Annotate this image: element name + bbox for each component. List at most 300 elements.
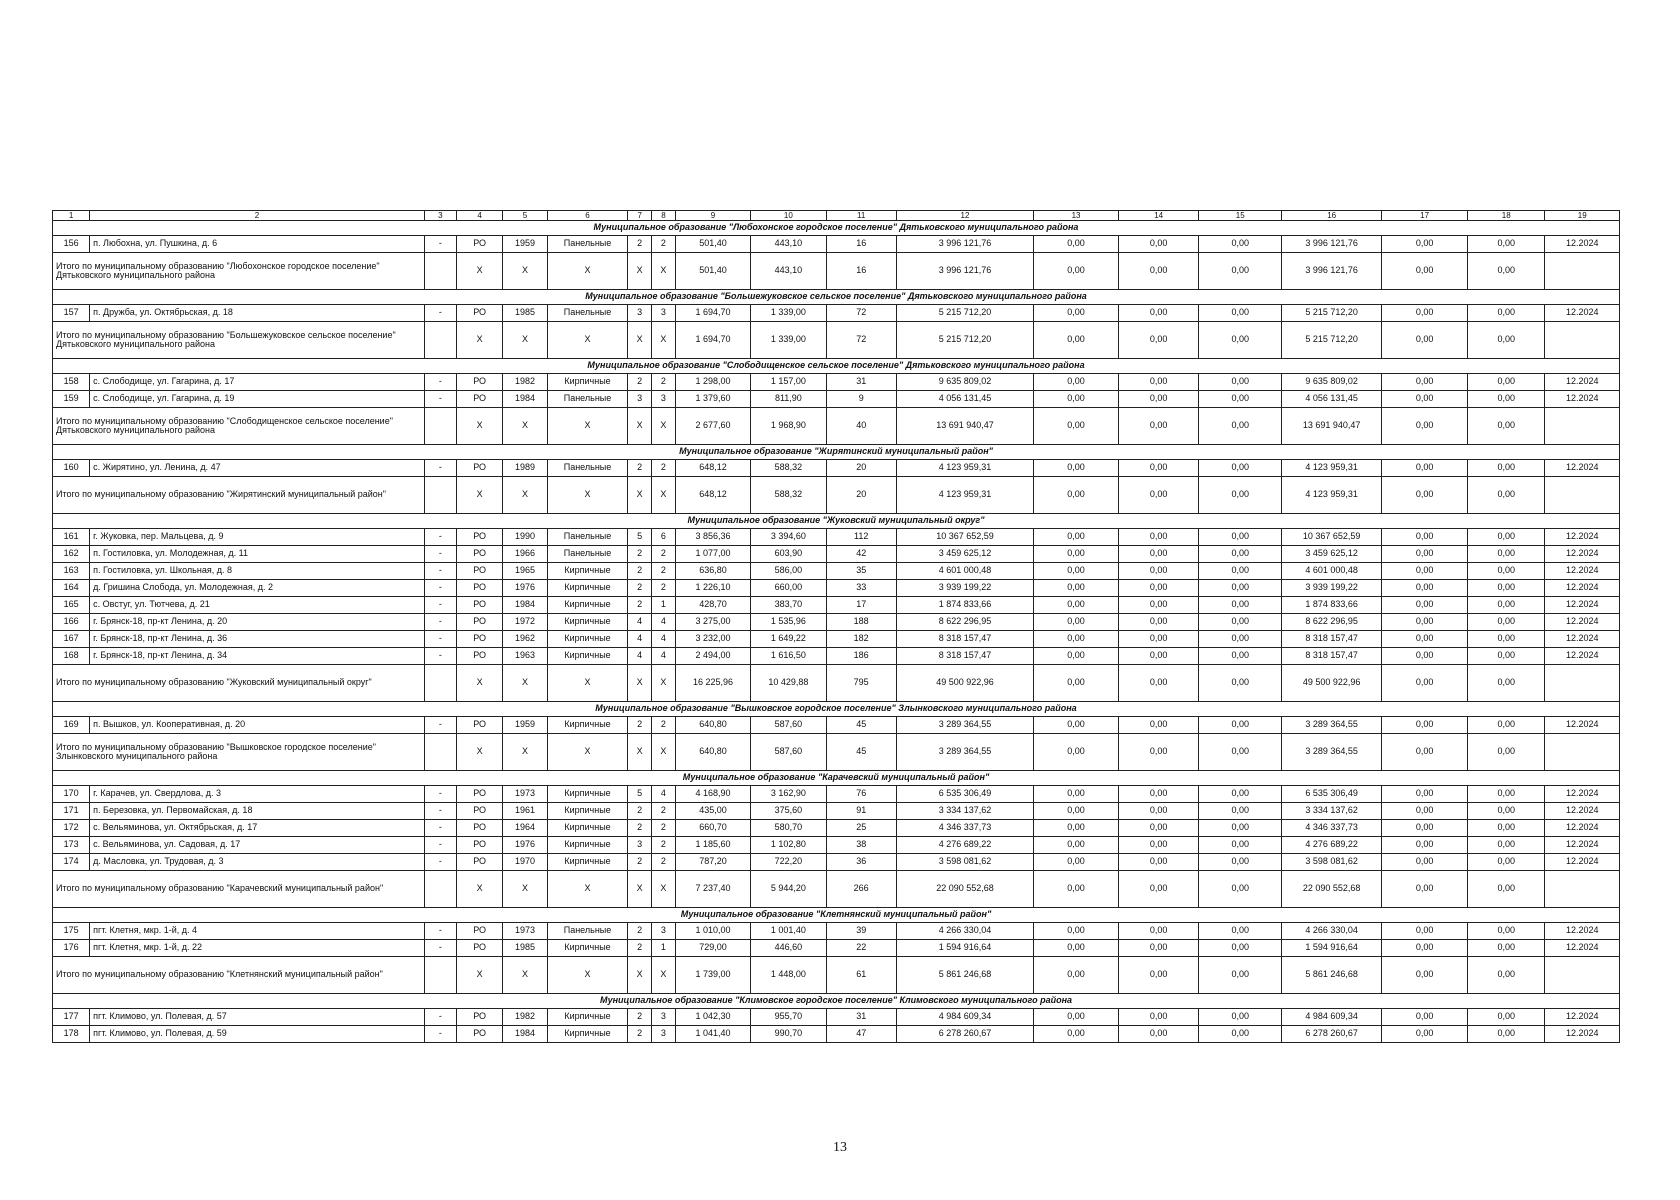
total-cell: 0,00 — [1382, 665, 1468, 702]
table-cell: 12.2024 — [1545, 940, 1620, 957]
table-cell: 12.2024 — [1545, 923, 1620, 940]
table-cell: 1 594 916,64 — [1282, 940, 1382, 957]
table-cell: 3 — [652, 305, 676, 322]
table-cell: 0,00 — [1382, 786, 1468, 803]
table-cell: 1 874 833,66 — [1282, 597, 1382, 614]
table-cell: 4 276 689,22 — [1282, 837, 1382, 854]
column-number: 18 — [1467, 211, 1544, 221]
table-cell: 0,00 — [1467, 648, 1544, 665]
table-cell: 660,70 — [675, 820, 750, 837]
table-cell: 0,00 — [1034, 1026, 1119, 1043]
table-cell: 159 — [53, 391, 90, 408]
table-cell: 4 276 689,22 — [896, 837, 1033, 854]
table-row — [53, 305, 1620, 322]
total-cell: 443,10 — [751, 253, 826, 290]
column-number: 12 — [896, 211, 1033, 221]
total-cell: 0,00 — [1034, 734, 1119, 771]
total-cell: Х — [547, 477, 628, 514]
table-cell: Кирпичные — [547, 854, 628, 871]
table-cell: 2 — [628, 597, 652, 614]
table-cell: 0,00 — [1118, 786, 1199, 803]
table-cell: 0,00 — [1199, 837, 1282, 854]
table-cell: пгт. Клетня, мкр. 1-й, д. 22 — [90, 940, 425, 957]
table-cell: 4 — [628, 614, 652, 631]
total-cell: 0,00 — [1382, 408, 1468, 445]
section-title: Муниципальное образование "Карачевский муниципальный район" — [53, 771, 1620, 786]
table-cell: 42 — [826, 546, 896, 563]
table-cell: 176 — [53, 940, 90, 957]
section-title: Муниципальное образование "Клетнянский муниципальный район" — [53, 908, 1620, 923]
table-row — [53, 580, 1620, 597]
table-cell: 0,00 — [1118, 940, 1199, 957]
section-title: Муниципальное образование "Климовское городское поселение" Климовского муниципального района — [53, 994, 1620, 1009]
total-row — [53, 253, 1620, 290]
total-cell — [1545, 477, 1620, 514]
table-row — [53, 460, 1620, 477]
total-cell: Х — [456, 871, 502, 908]
total-label: Итого по муниципальному образованию "Жуковский муниципальный округ" — [53, 665, 425, 702]
table-cell: 25 — [826, 820, 896, 837]
total-cell: Х — [628, 477, 652, 514]
table-cell: 0,00 — [1034, 460, 1119, 477]
table-cell: 1 649,22 — [751, 631, 826, 648]
column-number: 3 — [424, 211, 456, 221]
table-cell: - — [424, 803, 456, 820]
table-cell: 160 — [53, 460, 90, 477]
table-cell: 0,00 — [1199, 631, 1282, 648]
table-cell: 0,00 — [1382, 597, 1468, 614]
table-cell: 173 — [53, 837, 90, 854]
table-cell: 1 001,40 — [751, 923, 826, 940]
table-cell: 660,00 — [751, 580, 826, 597]
total-cell — [424, 477, 456, 514]
table-cell: 12.2024 — [1545, 786, 1620, 803]
table-cell: 1973 — [503, 923, 547, 940]
total-cell — [424, 322, 456, 359]
total-cell: 5 215 712,20 — [1282, 322, 1382, 359]
table-cell: 955,70 — [751, 1009, 826, 1026]
table-cell: 186 — [826, 648, 896, 665]
total-cell: 3 996 121,76 — [1282, 253, 1382, 290]
page-number: 13 — [833, 1140, 847, 1155]
table-cell: - — [424, 837, 456, 854]
table-cell: 0,00 — [1467, 236, 1544, 253]
table-cell: 12.2024 — [1545, 580, 1620, 597]
table-cell: 12.2024 — [1545, 837, 1620, 854]
table-cell: 0,00 — [1199, 374, 1282, 391]
column-number: 6 — [547, 211, 628, 221]
table-cell: 12.2024 — [1545, 391, 1620, 408]
table-cell: - — [424, 923, 456, 940]
table-cell: 39 — [826, 923, 896, 940]
table-cell: 0,00 — [1118, 854, 1199, 871]
table-cell: - — [424, 614, 456, 631]
table-cell: 2 — [652, 717, 676, 734]
table-cell: 0,00 — [1382, 546, 1468, 563]
total-cell: 22 090 552,68 — [896, 871, 1033, 908]
total-row — [53, 957, 1620, 994]
table-cell: - — [424, 648, 456, 665]
table-cell: 20 — [826, 460, 896, 477]
table-row — [53, 374, 1620, 391]
table-cell: 188 — [826, 614, 896, 631]
column-number: 10 — [751, 211, 826, 221]
table-row — [53, 940, 1620, 957]
table-cell: 4 — [652, 631, 676, 648]
total-cell: 0,00 — [1382, 957, 1468, 994]
table-cell: 3 — [628, 391, 652, 408]
table-cell: 2 — [628, 563, 652, 580]
table-cell: с. Жирятино, ул. Ленина, д. 47 — [90, 460, 425, 477]
total-cell: 0,00 — [1199, 957, 1282, 994]
table-cell: 163 — [53, 563, 90, 580]
table-cell: 166 — [53, 614, 90, 631]
total-cell: 0,00 — [1118, 734, 1199, 771]
table-cell: 4 056 131,45 — [1282, 391, 1382, 408]
table-cell: РО — [456, 854, 502, 871]
table-cell: 0,00 — [1118, 305, 1199, 322]
table-cell: Панельные — [547, 305, 628, 322]
table-cell: 0,00 — [1199, 597, 1282, 614]
total-cell: 1 694,70 — [675, 322, 750, 359]
table-cell: 4 — [652, 648, 676, 665]
total-cell: 0,00 — [1382, 734, 1468, 771]
total-cell: 0,00 — [1467, 957, 1544, 994]
table-cell: 0,00 — [1467, 820, 1544, 837]
table-cell: 162 — [53, 546, 90, 563]
table-cell: Кирпичные — [547, 563, 628, 580]
total-cell: 0,00 — [1118, 871, 1199, 908]
total-cell — [1545, 408, 1620, 445]
section-title: Муниципальное образование "Большежуковское сельское поселение" Дятьковского муниципального района — [53, 290, 1620, 305]
total-row — [53, 734, 1620, 771]
table-cell: 12.2024 — [1545, 614, 1620, 631]
table-cell: 0,00 — [1382, 1026, 1468, 1043]
table-cell: - — [424, 717, 456, 734]
table-cell: РО — [456, 1026, 502, 1043]
table-cell: 0,00 — [1199, 820, 1282, 837]
table-cell: 0,00 — [1467, 1026, 1544, 1043]
column-number: 9 — [675, 211, 750, 221]
table-cell: 4 984 609,34 — [896, 1009, 1033, 1026]
table-cell: пгт. Клетня, мкр. 1-й, д. 4 — [90, 923, 425, 940]
column-number: 13 — [1034, 211, 1119, 221]
total-label: Итого по муниципальному образованию "Большежуковское сельское поселение" Дятьковского муниципального района — [53, 322, 425, 359]
table-cell: 4 123 959,31 — [896, 460, 1033, 477]
table-row — [53, 717, 1620, 734]
total-cell: Х — [628, 871, 652, 908]
total-cell: 40 — [826, 408, 896, 445]
table-cell: 0,00 — [1034, 1009, 1119, 1026]
table-cell: Кирпичные — [547, 837, 628, 854]
table-cell: Панельные — [547, 236, 628, 253]
table-cell: 3 598 081,62 — [896, 854, 1033, 871]
total-cell — [1545, 665, 1620, 702]
table-cell: 8 622 296,95 — [1282, 614, 1382, 631]
section-title: Муниципальное образование "Жирятинский муниципальный район" — [53, 445, 1620, 460]
table-cell: 6 278 260,67 — [896, 1026, 1033, 1043]
table-cell: 0,00 — [1467, 1009, 1544, 1026]
table-cell: РО — [456, 837, 502, 854]
table-cell: 0,00 — [1034, 837, 1119, 854]
total-cell: 22 090 552,68 — [1282, 871, 1382, 908]
table-cell: 2 — [628, 374, 652, 391]
total-cell: Х — [547, 665, 628, 702]
table-cell: 1 594 916,64 — [896, 940, 1033, 957]
total-cell: 61 — [826, 957, 896, 994]
total-cell: 0,00 — [1118, 253, 1199, 290]
total-cell: Х — [628, 408, 652, 445]
table-cell: - — [424, 374, 456, 391]
total-row — [53, 871, 1620, 908]
total-cell: Х — [628, 253, 652, 290]
table-cell: 0,00 — [1199, 648, 1282, 665]
table-cell: 4 056 131,45 — [896, 391, 1033, 408]
table-cell: 0,00 — [1118, 546, 1199, 563]
table-cell: 0,00 — [1382, 236, 1468, 253]
table-cell: 0,00 — [1467, 631, 1544, 648]
table-cell: РО — [456, 460, 502, 477]
table-cell: 0,00 — [1382, 940, 1468, 957]
table-cell: 2 — [652, 546, 676, 563]
table-cell: РО — [456, 614, 502, 631]
total-cell: 0,00 — [1382, 253, 1468, 290]
table-cell: 169 — [53, 717, 90, 734]
table-cell: Кирпичные — [547, 374, 628, 391]
table-cell: 586,00 — [751, 563, 826, 580]
table-cell: 0,00 — [1199, 546, 1282, 563]
total-cell: 0,00 — [1199, 665, 1282, 702]
total-cell: 0,00 — [1034, 322, 1119, 359]
table-cell: Кирпичные — [547, 820, 628, 837]
table-cell: 8 318 157,47 — [896, 631, 1033, 648]
table-cell: 2 — [652, 236, 676, 253]
column-number: 5 — [503, 211, 547, 221]
table-cell: - — [424, 940, 456, 957]
table-cell: 0,00 — [1382, 305, 1468, 322]
table-cell: 12.2024 — [1545, 305, 1620, 322]
table-cell: 3 289 364,55 — [1282, 717, 1382, 734]
table-cell: 0,00 — [1467, 460, 1544, 477]
total-cell: 13 691 940,47 — [896, 408, 1033, 445]
total-cell: Х — [456, 665, 502, 702]
total-cell: Х — [628, 957, 652, 994]
total-cell — [424, 665, 456, 702]
table-cell: РО — [456, 786, 502, 803]
table-cell: 2 — [652, 854, 676, 871]
table-cell: - — [424, 460, 456, 477]
table-cell: 435,00 — [675, 803, 750, 820]
table-cell: п. Гостиловка, ул. Школьная, д. 8 — [90, 563, 425, 580]
table-cell: 12.2024 — [1545, 597, 1620, 614]
total-cell: Х — [547, 871, 628, 908]
total-cell: 20 — [826, 477, 896, 514]
table-cell: 0,00 — [1382, 391, 1468, 408]
table-cell: 1965 — [503, 563, 547, 580]
total-cell: Х — [456, 322, 502, 359]
table-cell: 10 367 652,59 — [896, 529, 1033, 546]
total-label: Итого по муниципальному образованию "Карачевский муниципальный район" — [53, 871, 425, 908]
table-row — [53, 631, 1620, 648]
table-cell: 0,00 — [1467, 717, 1544, 734]
table-cell: 3 232,00 — [675, 631, 750, 648]
table-cell: 0,00 — [1467, 391, 1544, 408]
section-title-row — [53, 702, 1620, 717]
table-cell: 787,20 — [675, 854, 750, 871]
table-cell: 76 — [826, 786, 896, 803]
total-cell: 0,00 — [1118, 665, 1199, 702]
table-cell: 3 275,00 — [675, 614, 750, 631]
housing-repair-table — [52, 210, 1620, 1043]
table-row — [53, 529, 1620, 546]
table-cell: 3 598 081,62 — [1282, 854, 1382, 871]
table-cell: - — [424, 236, 456, 253]
table-cell: РО — [456, 648, 502, 665]
table-cell: 0,00 — [1118, 374, 1199, 391]
table-cell: 0,00 — [1118, 529, 1199, 546]
table-cell: Кирпичные — [547, 786, 628, 803]
table-cell: г. Жуковка, пер. Мальцева, д. 9 — [90, 529, 425, 546]
total-cell: Х — [547, 957, 628, 994]
total-cell: Х — [456, 734, 502, 771]
table-cell: - — [424, 1009, 456, 1026]
total-cell: Х — [547, 253, 628, 290]
table-cell: 1 010,00 — [675, 923, 750, 940]
column-number: 1 — [53, 211, 90, 221]
table-cell: Панельные — [547, 460, 628, 477]
total-cell — [424, 871, 456, 908]
total-label: Итого по муниципальному образованию "Любохонское городское поселение" Дятьковского муниципального района — [53, 253, 425, 290]
table-cell: 2 — [628, 236, 652, 253]
table-cell: 4 346 337,73 — [896, 820, 1033, 837]
table-cell: с. Слободище, ул. Гагарина, д. 19 — [90, 391, 425, 408]
table-cell: 1985 — [503, 305, 547, 322]
table-cell: 0,00 — [1467, 546, 1544, 563]
table-cell: 1964 — [503, 820, 547, 837]
table-cell: 1 226,10 — [675, 580, 750, 597]
table-cell: г. Брянск-18, пр-кт Ленина, д. 36 — [90, 631, 425, 648]
total-cell: Х — [652, 734, 676, 771]
total-cell: 0,00 — [1467, 322, 1544, 359]
column-number: 8 — [652, 211, 676, 221]
total-cell: 0,00 — [1199, 871, 1282, 908]
total-cell: Х — [503, 253, 547, 290]
table-cell: - — [424, 563, 456, 580]
table-cell: 12.2024 — [1545, 563, 1620, 580]
table-cell: 1 694,70 — [675, 305, 750, 322]
total-cell: 4 123 959,31 — [1282, 477, 1382, 514]
table-cell: 0,00 — [1118, 563, 1199, 580]
table-cell: п. Дружба, ул. Октябрьская, д. 18 — [90, 305, 425, 322]
section-title-row — [53, 445, 1620, 460]
table-cell: РО — [456, 546, 502, 563]
table-cell: 2 — [652, 820, 676, 837]
table-cell: 0,00 — [1118, 236, 1199, 253]
table-cell: 0,00 — [1382, 529, 1468, 546]
table-cell: РО — [456, 563, 502, 580]
table-cell: 165 — [53, 597, 90, 614]
table-cell: 4 346 337,73 — [1282, 820, 1382, 837]
table-cell: Кирпичные — [547, 597, 628, 614]
column-number: 16 — [1282, 211, 1382, 221]
table-row — [53, 837, 1620, 854]
table-cell: Панельные — [547, 923, 628, 940]
total-cell: 0,00 — [1034, 408, 1119, 445]
column-number: 7 — [628, 211, 652, 221]
table-cell: 3 996 121,76 — [896, 236, 1033, 253]
total-cell: 3 996 121,76 — [896, 253, 1033, 290]
table-cell: 2 — [652, 460, 676, 477]
column-number: 17 — [1382, 211, 1468, 221]
table-cell: 0,00 — [1199, 614, 1282, 631]
table-cell: 4 — [652, 614, 676, 631]
table-cell: 2 — [652, 803, 676, 820]
table-cell: 91 — [826, 803, 896, 820]
total-cell: 0,00 — [1199, 734, 1282, 771]
table-cell: 72 — [826, 305, 896, 322]
table-cell: 1 — [652, 940, 676, 957]
table-cell: 4 266 330,04 — [896, 923, 1033, 940]
table-cell: 0,00 — [1118, 1026, 1199, 1043]
table-cell: 1 — [652, 597, 676, 614]
total-cell: Х — [628, 322, 652, 359]
table-cell: 0,00 — [1034, 529, 1119, 546]
table-cell: 648,12 — [675, 460, 750, 477]
total-cell: Х — [547, 734, 628, 771]
table-cell: 0,00 — [1467, 597, 1544, 614]
table-cell: 3 162,90 — [751, 786, 826, 803]
total-cell: 0,00 — [1382, 322, 1468, 359]
table-cell: г. Брянск-18, пр-кт Ленина, д. 20 — [90, 614, 425, 631]
total-cell: 0,00 — [1467, 871, 1544, 908]
table-cell: 1982 — [503, 374, 547, 391]
table-cell: 9 635 809,02 — [896, 374, 1033, 391]
total-cell: Х — [503, 871, 547, 908]
table-cell: г. Брянск-18, пр-кт Ленина, д. 34 — [90, 648, 425, 665]
table-cell: 580,70 — [751, 820, 826, 837]
table-cell: 0,00 — [1034, 305, 1119, 322]
section-title-row — [53, 359, 1620, 374]
table-cell: 12.2024 — [1545, 546, 1620, 563]
table-cell: РО — [456, 391, 502, 408]
table-cell: 3 459 625,12 — [1282, 546, 1382, 563]
table-cell: 31 — [826, 374, 896, 391]
table-cell: 0,00 — [1199, 236, 1282, 253]
table-cell: - — [424, 305, 456, 322]
total-cell: 5 215 712,20 — [896, 322, 1033, 359]
table-cell: Панельные — [547, 529, 628, 546]
total-row — [53, 322, 1620, 359]
total-cell: 10 429,88 — [751, 665, 826, 702]
table-cell: 0,00 — [1199, 529, 1282, 546]
total-label: Итого по муниципальному образованию "Клетнянский муниципальный район" — [53, 957, 425, 994]
table-cell: с. Слободище, ул. Гагарина, д. 17 — [90, 374, 425, 391]
table-cell: 4 — [628, 631, 652, 648]
table-cell: 0,00 — [1467, 580, 1544, 597]
total-cell: 587,60 — [751, 734, 826, 771]
table-cell: 2 — [652, 580, 676, 597]
table-cell: 1990 — [503, 529, 547, 546]
table-cell: п. Гостиловка, ул. Молодежная, д. 11 — [90, 546, 425, 563]
total-cell: 3 289 364,55 — [1282, 734, 1382, 771]
table-cell: 8 318 157,47 — [1282, 631, 1382, 648]
table-cell: 1984 — [503, 1026, 547, 1043]
table-row — [53, 391, 1620, 408]
column-number: 19 — [1545, 211, 1620, 221]
table-cell: 3 — [652, 1026, 676, 1043]
total-cell: Х — [503, 957, 547, 994]
table-cell: пгт. Климово, ул. Полевая, д. 57 — [90, 1009, 425, 1026]
